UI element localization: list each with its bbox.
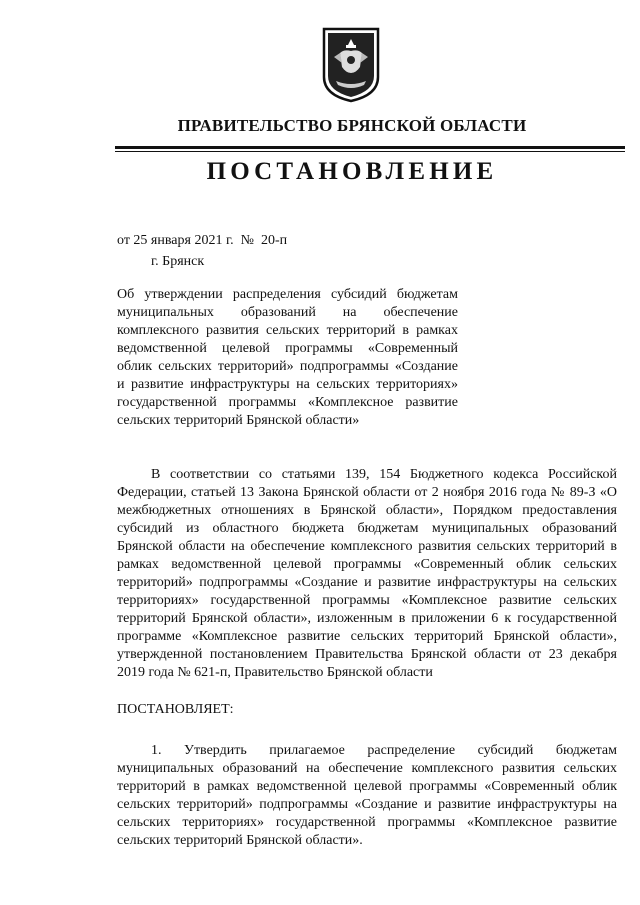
document-city: г. Брянск <box>151 254 205 269</box>
resolves-heading: ПОСТАНОВЛЯЕТ: <box>117 702 234 717</box>
document-date-number: от 25 января 2021 г. № 20-п <box>117 233 288 248</box>
header-divider-thick <box>115 146 625 149</box>
coat-of-arms-icon <box>322 27 380 103</box>
preamble-paragraph: В соответствии со статьями 139, 154 Бюджетного кодекса Российской Федерации, статьей 13 Закона Брянской области от 2 ноября 2016 года № 89-З «О межбюджетных отношениях в Брянской области», Порядком предоставления субсидий из областного бюджета бюджетам муниципальных образований Брянской области на обеспечение комплексного развития сельских территорий в рамках ведомственной целевой программы «Современный облик сельских территорий» подпрограммы «Создание и развитие инфраструктуры на сельских территориях» государственной программы «Комплексное развитие сельских территорий Брянской области», изложенным в приложении 6 к государственной программе «Комплексное развитие сельских территорий Брянской области», утвержденной постановлением Правительства Брянской области от 23 декабря 2019 года № 621-п, Правительство Брянской области <box>117 467 617 680</box>
clause-1-paragraph: 1. Утвердить прилагаемое распределение субсидий бюджетам муниципальных образований на обеспечение комплексного развития сельских территорий в рамках ведомственной целевой программы «Современный облик сельских территорий» подпрограммы «Создание и развитие инфраструктуры на сельских территориях» государственной программы «Комплексное развитие сельских территорий Брянской области». <box>117 743 617 848</box>
header-divider-thin <box>115 151 625 152</box>
document-subject: Об утверждении распределения субсидий бюджетам муниципальных образований на обеспечение комплексного развития сельских территорий в рамках ведомственной целевой программы «Современный облик сельских территорий» подпрограммы «Создание и развитие инфраструктуры на сельских территориях» государственной программы «Комплексное развитие сельских территорий Брянской области» <box>117 287 458 428</box>
government-name: ПРАВИТЕЛЬСТВО БРЯНСКОЙ ОБЛАСТИ <box>177 116 527 135</box>
document-type: ПОСТАНОВЛЕНИЕ <box>206 158 498 185</box>
